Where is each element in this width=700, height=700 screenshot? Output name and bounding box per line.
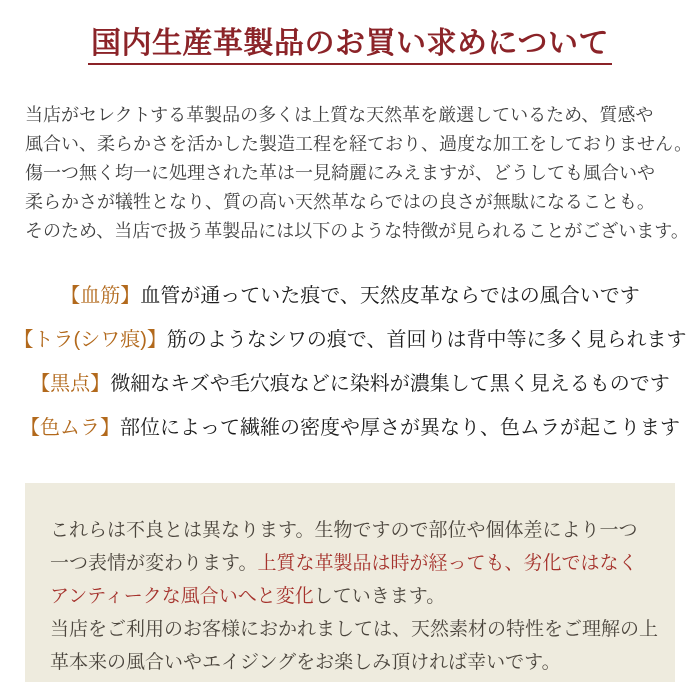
intro-paragraph — [25, 101, 693, 246]
note-text: 一つ表情が変わります。 — [50, 553, 258, 574]
intro-line: 当店がセレクトする革製品の多くは上質な天然革を厳選しているため、質感や — [25, 105, 654, 125]
note-text: 革本来の風合いやエイジングをお楽しみ頂ければ幸いです。 — [50, 652, 561, 673]
feature-label: 【トラ(シワ痕)】 — [13, 329, 167, 351]
feature-label: 【黒点】 — [30, 373, 111, 395]
note-line — [50, 514, 655, 547]
intro-line: 傷一つ無く均一に処理された革は一見綺麗にみえますが、どうしても風合いや — [25, 163, 655, 183]
feature-text: 微細なキズや毛穴痕などに染料が濃集して黒く見えるものです — [110, 373, 670, 395]
note-line — [50, 547, 655, 580]
page-title: 国内生産革製品のお買い求めについて — [88, 26, 612, 65]
note-text: していきます。 — [313, 586, 446, 607]
feature-text: 部位によって繊維の密度や厚さが異なり、色ムラが起こります — [120, 417, 680, 439]
note-text-red: 上質な革製品は時が経っても、劣化ではなく — [257, 553, 638, 574]
feature-label: 【色ムラ】 — [20, 417, 120, 439]
feature-row — [0, 373, 700, 395]
intro-line: 風合い、柔らかさを活かした製造工程を経ており、過度な加工をしておりません。 — [25, 134, 693, 154]
note-text: これらは不良とは異なります。生物ですので部位や個体差により一つ — [50, 520, 638, 541]
feature-text: 血管が通っていた痕で、天然皮革ならではの風合いです — [140, 285, 640, 307]
intro-line: そのため、当店で扱う革製品には以下のような特徴が見られることがございます。 — [25, 221, 689, 241]
feature-row — [0, 329, 700, 351]
feature-list — [0, 285, 700, 439]
note-line — [50, 580, 655, 613]
note-box — [25, 483, 675, 682]
feature-label: 【血筋】 — [60, 285, 141, 307]
note-line — [50, 646, 655, 679]
feature-row — [0, 285, 700, 307]
feature-row — [0, 417, 700, 439]
intro-line: 柔らかさが犠牲となり、質の高い天然革ならではの良さが無駄になることも。 — [25, 192, 655, 212]
feature-text: 筋のようなシワの痕で、首回りは背中等に多く見られます — [166, 329, 687, 351]
note-text: 当店をご利用のお客様におかれましては、天然素材の特性をご理解の上 — [50, 619, 659, 640]
note-line — [50, 613, 659, 646]
title-section — [0, 0, 700, 65]
note-text-red: アンティークな風合いへと変化 — [50, 586, 314, 607]
